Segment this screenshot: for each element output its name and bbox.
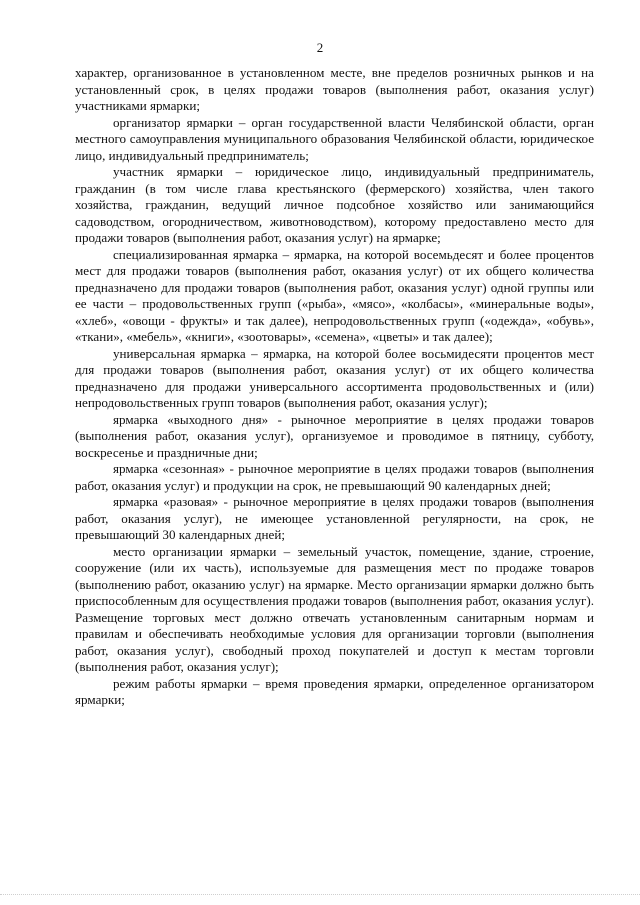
paragraph-fair-participant: участник ярмарки – юридическое лицо, индивидуальный предприниматель, гражданин (в том числе глава крестьянского (фермерского) хозяйства, член такого хозяйства, гражданин, ведущий личное подсобное хозяйство или занимающийся садоводством, огородничеством, животноводством), которому предоставлено место для продажи товаров (выполнения работ, оказания услуг) на ярмарке; — [75, 164, 594, 245]
page-bottom-edge — [0, 894, 640, 895]
paragraph-seasonal-fair: ярмарка «сезонная» - рыночное мероприятие в целях продажи товаров (выполнения работ, оказания услуг) и продукции на срок, не превышающий 90 календарных дней; — [75, 461, 594, 493]
paragraph-continuation: характер, организованное в установленном месте, вне пределов розничных рынков и на установленный срок, в целях продажи товаров (выполнения работ, оказания услуг) участниками ярмарки; — [75, 65, 594, 113]
paragraph-weekend-fair: ярмарка «выходного дня» - рыночное мероприятие в целях продажи товаров (выполнения работ, оказания услуг), организуемое и проводимое в пятницу, субботу, воскресенье и праздничные дни; — [75, 411, 594, 460]
page-number: 2 — [316, 40, 324, 55]
paragraph-fair-location: место организации ярмарки – земельный участок, помещение, здание, строение, сооружение (или их часть), используемые для размещения мест по продаже товаров (выполнению работ, оказанию услуг) на ярмарке. Место организации ярмарки должно быть приспособленным для осуществления продажи товаров (выполнения работ, оказания услуг). Размещение торговых мест должно отвечать установленным санитарным нормам и правилам и обеспечивать необходимые условия для организации торговли (выполнения работ, оказания услуг), свободный проход покупателей и доступ к местам торговли (выполнения работ, оказания услуг); — [75, 543, 594, 674]
document-body — [75, 65, 594, 709]
paragraph-universal-fair: универсальная ярмарка – ярмарка, на которой более восьмидесяти процентов мест для продажи товаров (выполнения работ, оказания услуг) от их общего количества предназначено для продажи универсального ассортимента продовольственных и (или) непродовольственных групп товаров (выполнения работ, оказания услуг); — [75, 345, 594, 410]
paragraph-specialized-fair: специализированная ярмарка – ярмарка, на которой восемьдесят и более процентов мест для продажи товаров (выполнения работ, оказания услуг) от их общего количества предназначено для продажи товаров (выполнения работ, оказания услуг) одной группы или ее части – продовольственных групп («рыба», «мясо», «колбасы», «минеральные воды», «хлеб», «овощи - фрукты» и так далее), непродовольственных групп («одежда», «обувь», «ткани», «мебель», «книги», «зоотовары», «семена», «цветы» и так далее); — [75, 246, 594, 344]
paragraph-fair-schedule: режим работы ярмарки – время проведения ярмарки, определенное организатором ярмарки; — [75, 675, 594, 707]
paragraph-fair-organizer: организатор ярмарки – орган государственной власти Челябинской области, орган местного самоуправления муниципального образования Челябинской области, юридическое лицо, индивидуальный предприниматель; — [75, 114, 594, 163]
paragraph-one-time-fair: ярмарка «разовая» - рыночное мероприятие в целях продажи товаров (выполнения работ, оказания услуг), не имеющее установленной регулярности, на срок, не превышающий 30 календарных дней; — [75, 494, 594, 542]
